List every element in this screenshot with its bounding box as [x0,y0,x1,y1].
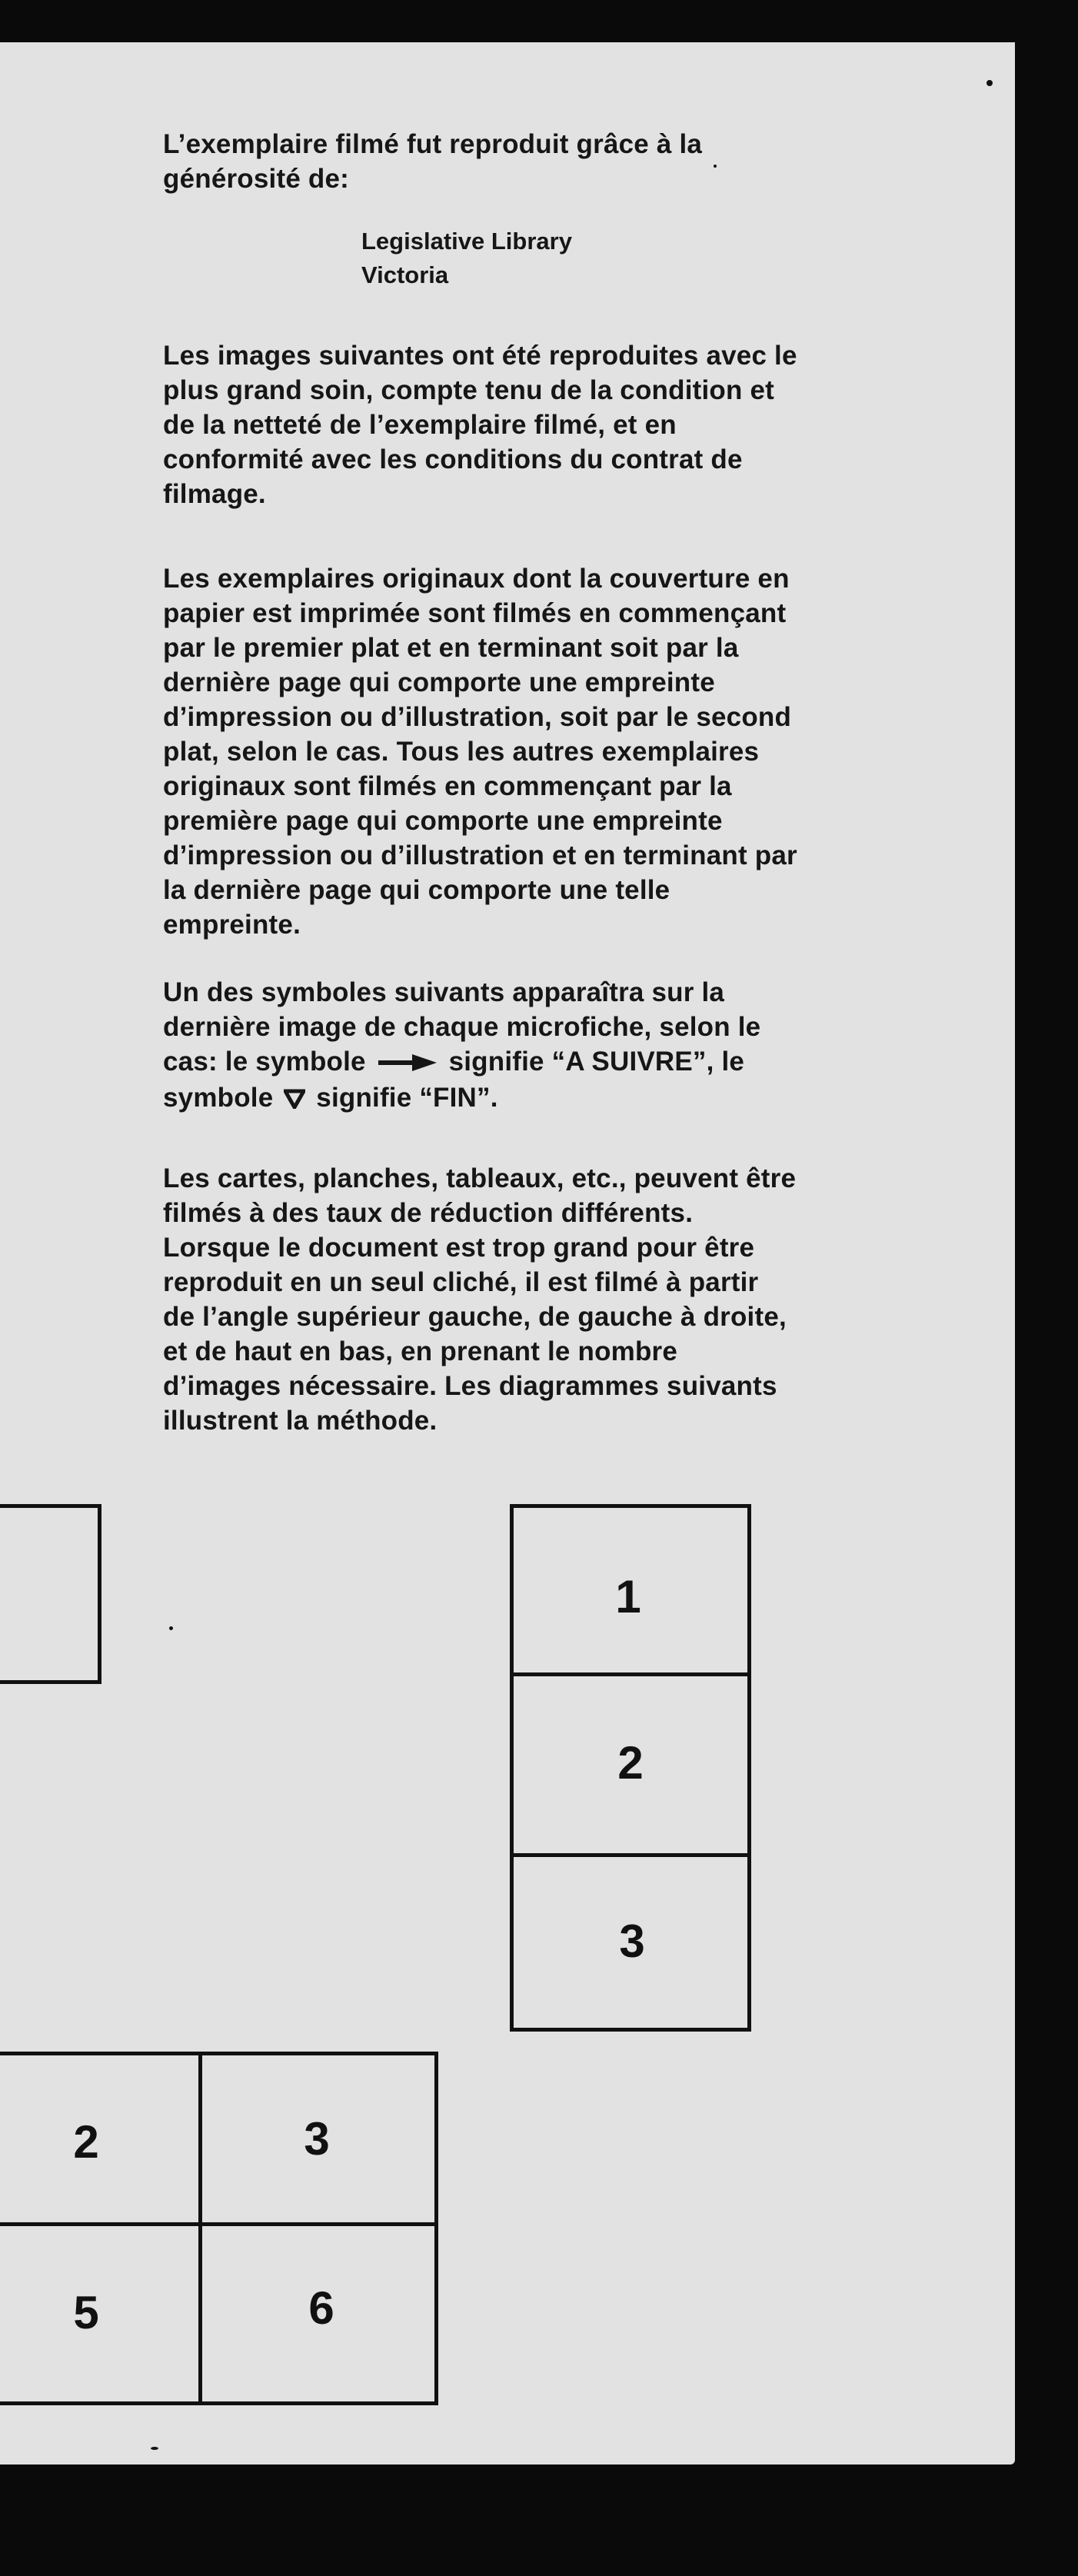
vertical-diagram-divider [512,1853,751,1857]
credit-text: Legislative Library Victoria [361,228,572,288]
paragraph-symbols [163,975,932,1117]
grid-diagram [0,2052,438,2405]
dust-speck [151,2447,158,2450]
grid-diagram-divider [198,2052,202,2405]
vertical-diagram-divider [510,1672,751,1676]
diagram-cell-number: 6 [308,2282,334,2334]
dust-speck [714,165,717,168]
cropped-diagram-box [0,1504,101,1684]
diagram-cell-number: 3 [304,2113,330,2165]
symbols-text-2: signifie “A SUIVRE”, le symbole [163,1047,745,1113]
diagram-cell-number: 2 [617,1737,644,1789]
diagram-cell-number: 3 [619,1915,645,1967]
diagram-cell-number: 5 [73,2287,99,2338]
triangle-down-icon [284,1083,305,1117]
grid-diagram-divider [0,2222,438,2226]
diagram-cell-number: 1 [615,1571,641,1622]
paragraph-reproduction: Les images suivantes ont été reproduites avec le plus grand soin, compte tenu de la condition et de la netteté de l’exemplaire filmé, et en conformité avec les conditions du contrat de filmage. [163,341,797,509]
paragraph-method: Les cartes, planches, tableaux, etc., peuvent être filmés à des taux de réduction différents. Lorsque le document est trop grand pour être reproduit en un seul cliché, il est filmé à partir de l’angle supérieur gauche, de gauche à droite, et de haut en bas, en prenant le nombre d’images nécessaire. Les diagrammes suivants illustrent la méthode. [163,1163,797,1436]
paragraph-originals: Les exemplaires originaux dont la couverture en papier est imprimée sont filmés en commençant par le premier plat et en terminant soit par la dernière page qui comporte une empreinte d’impression ou d’illustration, soit par le second plat, selon le cas. Tous les autres exemplaires originaux sont filmés en commençant par la première page qui comporte une empreinte d’impression ou d’illustration et en terminant par la dernière page qui comporte une telle empreinte. [163,564,797,940]
dust-speck [987,80,993,86]
symbols-text-1: Un des symboles suivants apparaîtra sur la dernière image de chaque microfiche, selon le cas: le symbole [163,977,761,1077]
diagram-cell-number: 2 [73,2116,99,2168]
arrow-right-icon [378,1046,437,1080]
intro-text: L’exemplaire filmé fut reproduit grâce à la générosité de: [163,129,703,194]
dust-speck [169,1626,173,1630]
symbols-text-3: signifie “FIN”. [316,1083,498,1113]
